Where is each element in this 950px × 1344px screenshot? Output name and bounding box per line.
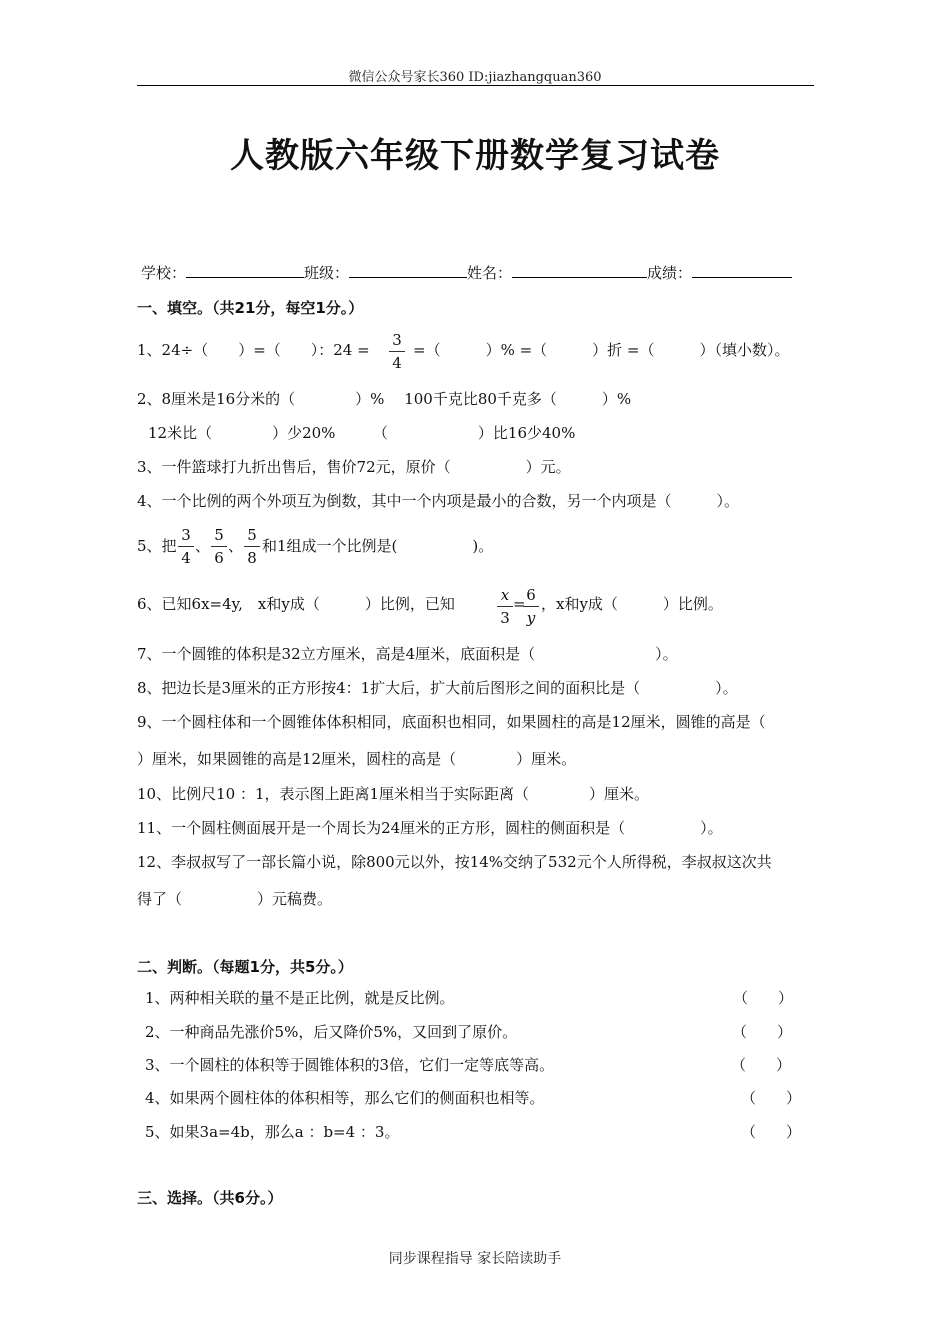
q5-part-a: 5、把 (137, 537, 177, 555)
q7: 7、一个圆锥的体积是32立方厘米，高是4厘米，底面积是（ ）。 (137, 645, 678, 663)
q1-part-a: 1、24÷（ ）=（ ）：24 = (137, 341, 370, 359)
q6-fraction-1 (497, 586, 513, 627)
score-blank[interactable] (692, 263, 792, 278)
q5-f2-den: 6 (214, 549, 224, 567)
header-rule (137, 85, 814, 86)
q5-f3-num: 5 (247, 526, 257, 544)
student-info (141, 263, 792, 283)
class-blank[interactable] (349, 263, 467, 278)
q5-f1-den: 4 (181, 549, 191, 567)
q1-fraction-den: 4 (392, 354, 402, 372)
q5-fraction-1 (178, 526, 194, 567)
q1-fraction-num: 3 (392, 331, 402, 349)
q3: 3、一件篮球打九折出售后，售价72元，原价（ ）元。 (137, 458, 571, 476)
q5-f1-num: 3 (181, 526, 191, 544)
judge-item-1-text: 1、两种相关联的量不是正比例，就是反比例。 (145, 989, 455, 1007)
q1-part-b: =（ ）% =（ ）折 =（ ）（填小数）。 (413, 341, 790, 359)
q2-line-a: 2、8厘米是16分米的（ ）% 100千克比80千克多（ ）% (137, 390, 632, 408)
score-label: 成绩： (647, 264, 693, 282)
q6-equals: = (513, 595, 526, 613)
name-blank[interactable] (512, 263, 647, 278)
q5-sep-2: 、 (228, 537, 244, 555)
judge-item-4-paren[interactable]: （ ） (741, 1089, 802, 1107)
section1-heading: 一、填空。（共21分，每空1分。） (137, 299, 364, 317)
q10: 10、比例尺10 ：1，表示图上距离1厘米相当于实际距离（ ）厘米。 (137, 785, 650, 803)
q6-f2-den: y (526, 609, 536, 627)
q6-fraction-2 (523, 586, 539, 627)
q1-fraction (389, 331, 405, 372)
q5-f3-den: 8 (247, 549, 257, 567)
q5-fraction-2 (211, 526, 227, 567)
q6-part-b: ，x和y成（ ）比例。 (541, 595, 723, 613)
school-blank[interactable] (186, 263, 304, 278)
judge-item-2-text: 2、一种商品先涨价5%，后又降价5%，又回到了原价。 (145, 1023, 518, 1041)
name-label: 姓名： (467, 264, 513, 282)
school-label: 学校： (141, 264, 187, 282)
section2-heading: 二、判断。（每题1分，共5分。） (137, 958, 353, 976)
q2-line-b: 12米比（ ）少20% （ ）比16少40% (148, 424, 576, 442)
q11: 11、一个圆柱侧面展开是一个周长为24厘米的正方形，圆柱的侧面积是（ ）。 (137, 819, 723, 837)
judge-item-2-paren[interactable]: （ ） (732, 1023, 793, 1041)
q8: 8、把边长是3厘米的正方形按4：1扩大后，扩大前后图形之间的面积比是（ ）。 (137, 679, 738, 697)
page-title: 人教版六年级下册数学复习试卷 (230, 136, 720, 176)
q6-f1-den: 3 (500, 609, 510, 627)
q6-f2-num: 6 (526, 586, 536, 604)
section3-heading: 三、选择。（共6分。） (137, 1189, 283, 1207)
page-footer: 同步课程指导 家长陪读助手 (388, 1251, 562, 1267)
q5-sep-1: 、 (195, 537, 211, 555)
judge-item-4-text: 4、如果两个圆柱体的体积相等，那么它们的侧面积也相等。 (145, 1089, 545, 1107)
q9-line-b: ）厘米，如果圆锥的高是12厘米，圆柱的高是（ ）厘米。 (137, 750, 577, 768)
class-label: 班级： (304, 264, 350, 282)
judge-item-5-paren[interactable]: （ ） (741, 1123, 802, 1141)
judge-item-5-text: 5、如果3a=4b，那么a ：b=4 ：3。 (145, 1123, 400, 1141)
q9-line-a: 9、一个圆柱体和一个圆锥体体积相同，底面积也相同，如果圆柱的高是12厘米，圆锥的高是（ (137, 713, 766, 731)
q5-f2-num: 5 (214, 526, 224, 544)
q5-part-b: 和1组成一个比例是( )。 (262, 537, 494, 555)
q5-fraction-3 (244, 526, 260, 567)
q4: 4、一个比例的两个外项互为倒数，其中一个内项是最小的合数，另一个内项是（ ）。 (137, 492, 740, 510)
q12-line-b: 得了（ ）元稿费。 (137, 890, 333, 908)
q6-f1-num: x (500, 586, 510, 604)
page-header: 微信公众号家长360 ID:jiazhangquan360 (348, 70, 602, 85)
judge-item-3-text: 3、一个圆柱的体积等于圆锥体积的3倍，它们一定等底等高。 (145, 1056, 555, 1074)
q6-part-a: 6、已知6x=4y, x和y成（ ）比例，已知 (137, 595, 455, 613)
q12-line-a: 12、李叔叔写了一部长篇小说，除800元以外，按14%交纳了532元个人所得税，李叔叔这次共 (137, 853, 772, 871)
judge-item-1-paren[interactable]: （ ） (733, 989, 794, 1007)
judge-item-3-paren[interactable]: （ ） (731, 1056, 792, 1074)
